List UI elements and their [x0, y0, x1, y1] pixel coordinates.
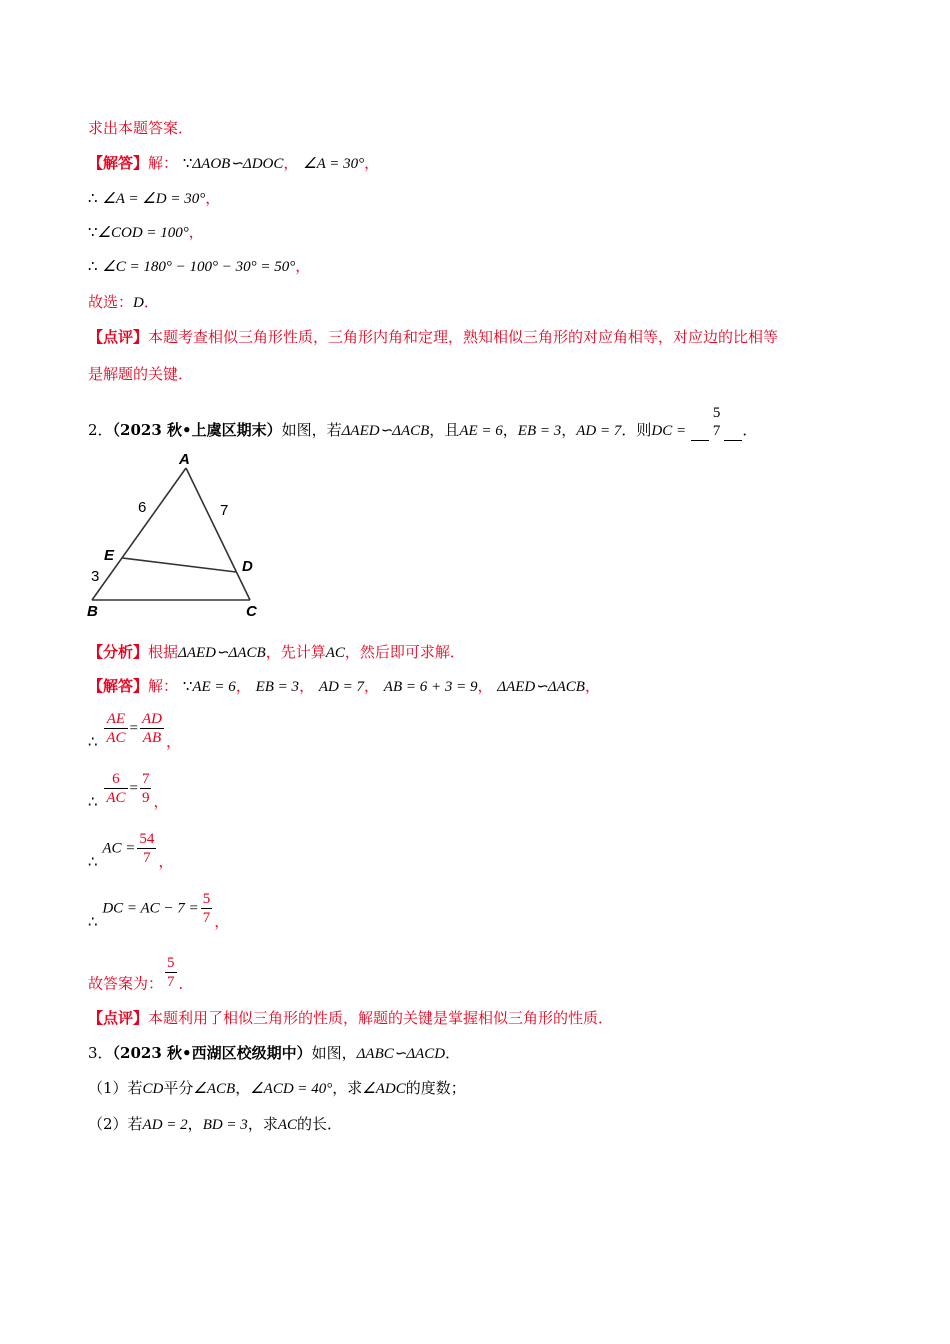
jieda-tag: 【解答】: [88, 154, 149, 172]
fraction-7-9: [140, 770, 152, 807]
therefore-symbol: ∴: [88, 854, 98, 871]
frac-den: 7: [712, 423, 721, 439]
question-number: 2．: [88, 421, 113, 439]
fenxi-tag: 【分析】: [88, 643, 149, 661]
frac-den: AB: [142, 730, 162, 746]
triangle-figure: [84, 448, 264, 620]
because-symbol: ∵: [182, 156, 193, 172]
vertex-e: E: [104, 547, 115, 564]
frac-num: 6: [104, 770, 127, 789]
side-ac: [186, 468, 250, 600]
fraction-54-7: [137, 830, 156, 867]
frac-num: 5: [167, 955, 175, 971]
sep: ，: [235, 1079, 251, 1097]
stem-text: 如图，若: [281, 421, 342, 439]
dianping-text-2: 是解题的关键．: [88, 365, 194, 383]
frac-den: 7: [202, 910, 211, 926]
s1-solution-line-3: [88, 222, 204, 243]
jie-label: 解：: [148, 677, 179, 695]
math-eb: EB = 3: [255, 679, 300, 695]
math-similar: ΔAED∽ΔACB: [497, 679, 585, 695]
guxuan-label: 故选：: [88, 293, 134, 311]
question-number: 3．: [88, 1044, 113, 1062]
frac-num: AD: [141, 711, 162, 727]
length-ad: 7: [220, 502, 229, 519]
answer-blank-left: [691, 426, 709, 441]
q2-stem: [88, 405, 758, 441]
q2-step-4: [88, 890, 229, 933]
math-angle-c: ∠C = 180° − 100° − 30° = 50°: [102, 259, 296, 275]
sep: ，: [187, 1115, 203, 1133]
sep: ，: [283, 154, 299, 172]
vertex-c: C: [246, 603, 257, 620]
part-label: （1）若: [88, 1079, 143, 1097]
math-angle-acb: ∠ACB: [193, 1081, 236, 1097]
math-dc-eq: DC = AC − 7 =: [102, 900, 199, 917]
math-ab: AB = 6 + 3 = 9: [383, 679, 478, 695]
stem-text: ．则: [621, 421, 652, 439]
math-ad: AD = 7: [318, 679, 364, 695]
q3-part-1: [88, 1078, 466, 1099]
sep: ，: [584, 677, 600, 695]
side-ab: [92, 468, 186, 600]
q3-stem: [88, 1043, 460, 1064]
dianping-tag: 【点评】: [88, 328, 149, 346]
part-text: 的长．: [297, 1115, 343, 1133]
sep: ，: [561, 421, 577, 439]
analysis-text: ，然后即可求解．: [344, 643, 465, 661]
fraction-6-ac: [104, 770, 127, 807]
frac-den: 9: [141, 790, 150, 806]
length-ae: 6: [138, 499, 147, 516]
fraction-ae-ac: [104, 710, 127, 747]
stem-text: ，且: [429, 421, 460, 439]
intro-text: 求出本题答案．: [88, 119, 194, 137]
s1-comment-line-1: [88, 327, 778, 347]
answer-choice: D: [133, 295, 144, 311]
part-text: 的度数；: [405, 1079, 466, 1097]
math-angle-adc: ∠ADC: [362, 1081, 406, 1097]
frac-num: AE: [104, 710, 127, 729]
because-symbol: ∵: [88, 225, 98, 241]
vertex-d: D: [242, 558, 253, 575]
frac-den: AC: [106, 790, 126, 806]
sep: ．: [143, 293, 159, 311]
sep: ，: [158, 852, 174, 871]
frac-num: 7: [141, 771, 150, 787]
sep: ，: [205, 189, 221, 207]
s1-comment-line-2: [88, 364, 193, 384]
q2-answer: [88, 954, 194, 994]
frac-num: 5: [202, 891, 211, 907]
sep: ，: [153, 792, 169, 811]
q2-comment: [88, 1008, 613, 1028]
frac-num: 5: [712, 405, 721, 421]
sep: ，: [214, 912, 230, 931]
fraction-ad-ab: [140, 710, 164, 747]
answer-blank-right: [724, 426, 742, 441]
question-source: （2023 秋•西湖区校级期中）: [112, 1044, 312, 1062]
sep: ，: [364, 154, 380, 172]
vertex-a: A: [179, 451, 190, 468]
math-ac-eq: AC =: [102, 840, 136, 857]
q2-solution-line-1: [88, 676, 600, 697]
vertex-b: B: [87, 603, 98, 620]
s1-solution-line-1: [88, 153, 379, 174]
s1-answer-line: [88, 292, 159, 313]
dianping-tag: 【点评】: [88, 1009, 149, 1027]
sep: ，: [502, 421, 518, 439]
sep: ，: [295, 257, 311, 275]
s1-solution-line-4: [88, 256, 310, 277]
length-eb: 3: [91, 568, 100, 585]
math-similar: ΔAED∽ΔACB: [178, 645, 266, 661]
math-angle-eq: ∠A = ∠D = 30°: [102, 191, 206, 207]
q2-step-1: [88, 710, 181, 753]
math-similar: ΔAED∽ΔACB: [341, 423, 430, 439]
part-text: ，求: [247, 1115, 278, 1133]
sep: ，: [299, 677, 315, 695]
math-ad: AD = 2: [142, 1117, 188, 1133]
because-symbol: ∵: [182, 679, 193, 695]
equals-sign: =: [129, 780, 138, 797]
math-ad: AD = 7: [576, 423, 622, 439]
frac-num: 54: [139, 831, 155, 847]
analysis-text: 根据: [148, 643, 179, 661]
frac-den: 7: [143, 850, 151, 866]
math-eb: EB = 3: [517, 423, 562, 439]
math-ae: AE = 6: [459, 423, 503, 439]
math-ac: AC: [325, 645, 345, 661]
frac-den: 7: [167, 974, 175, 990]
dianping-text: 本题利用了相似三角形的性质，解题的关键是掌握相似三角形的性质．: [148, 1009, 614, 1027]
s1-solution-line-2: [88, 188, 220, 209]
sep: ，: [477, 677, 493, 695]
q2-step-2: [88, 770, 168, 813]
math-angle-a: ∠A = 30°: [303, 156, 365, 172]
math-cd: CD: [142, 1081, 164, 1097]
therefore-symbol: ∴: [88, 914, 98, 931]
therefore-symbol: ∴: [88, 259, 98, 275]
jieda-tag: 【解答】: [88, 677, 149, 695]
sep: ．: [178, 974, 194, 993]
therefore-symbol: ∴: [88, 191, 98, 207]
q2-step-3: [88, 830, 173, 873]
frac-den: AC: [106, 730, 126, 746]
answer-fraction: [165, 954, 177, 991]
therefore-symbol: ∴: [88, 794, 98, 811]
math-ae: AE = 6: [192, 679, 236, 695]
math-bd: BD = 3: [202, 1117, 248, 1133]
equals-sign: =: [129, 720, 138, 737]
answer-label: 故答案为：: [88, 974, 164, 993]
part-text: 平分: [163, 1079, 194, 1097]
math-similar: ΔABC∽ΔACD: [356, 1046, 446, 1062]
math-ac: AC: [277, 1117, 297, 1133]
q2-analysis: [88, 642, 465, 663]
sep: ，: [363, 677, 379, 695]
math-similar: ΔAOB∽ΔDOC: [192, 156, 284, 172]
fraction-5-7: [201, 890, 213, 927]
sep: ．: [742, 421, 758, 439]
therefore-symbol: ∴: [88, 734, 98, 751]
jie-label: 解：: [148, 154, 179, 172]
dianping-text: 本题考查相似三角形性质，三角形内角和定理，熟知相似三角形的对应角相等，对应边的比相等: [148, 328, 779, 346]
math-angle-acd: ∠ACD = 40°: [250, 1081, 333, 1097]
part-label: （2）若: [88, 1115, 143, 1133]
stem-text: 如图，: [311, 1044, 357, 1062]
sep: ，: [235, 677, 251, 695]
question-source: （2023 秋•上虞区期末）: [112, 421, 282, 439]
answer-fraction: [711, 404, 723, 440]
sep: ，: [188, 223, 204, 241]
segment-ed: [122, 558, 236, 572]
sep: ．: [445, 1044, 461, 1062]
intro-line: [88, 118, 193, 138]
part-text: ，求: [332, 1079, 363, 1097]
analysis-text: ，先计算: [265, 643, 326, 661]
sep: ，: [165, 732, 181, 751]
q3-part-2: [88, 1114, 342, 1135]
math-dc: DC =: [651, 423, 687, 439]
math-angle-cod: ∠COD = 100°: [97, 225, 189, 241]
